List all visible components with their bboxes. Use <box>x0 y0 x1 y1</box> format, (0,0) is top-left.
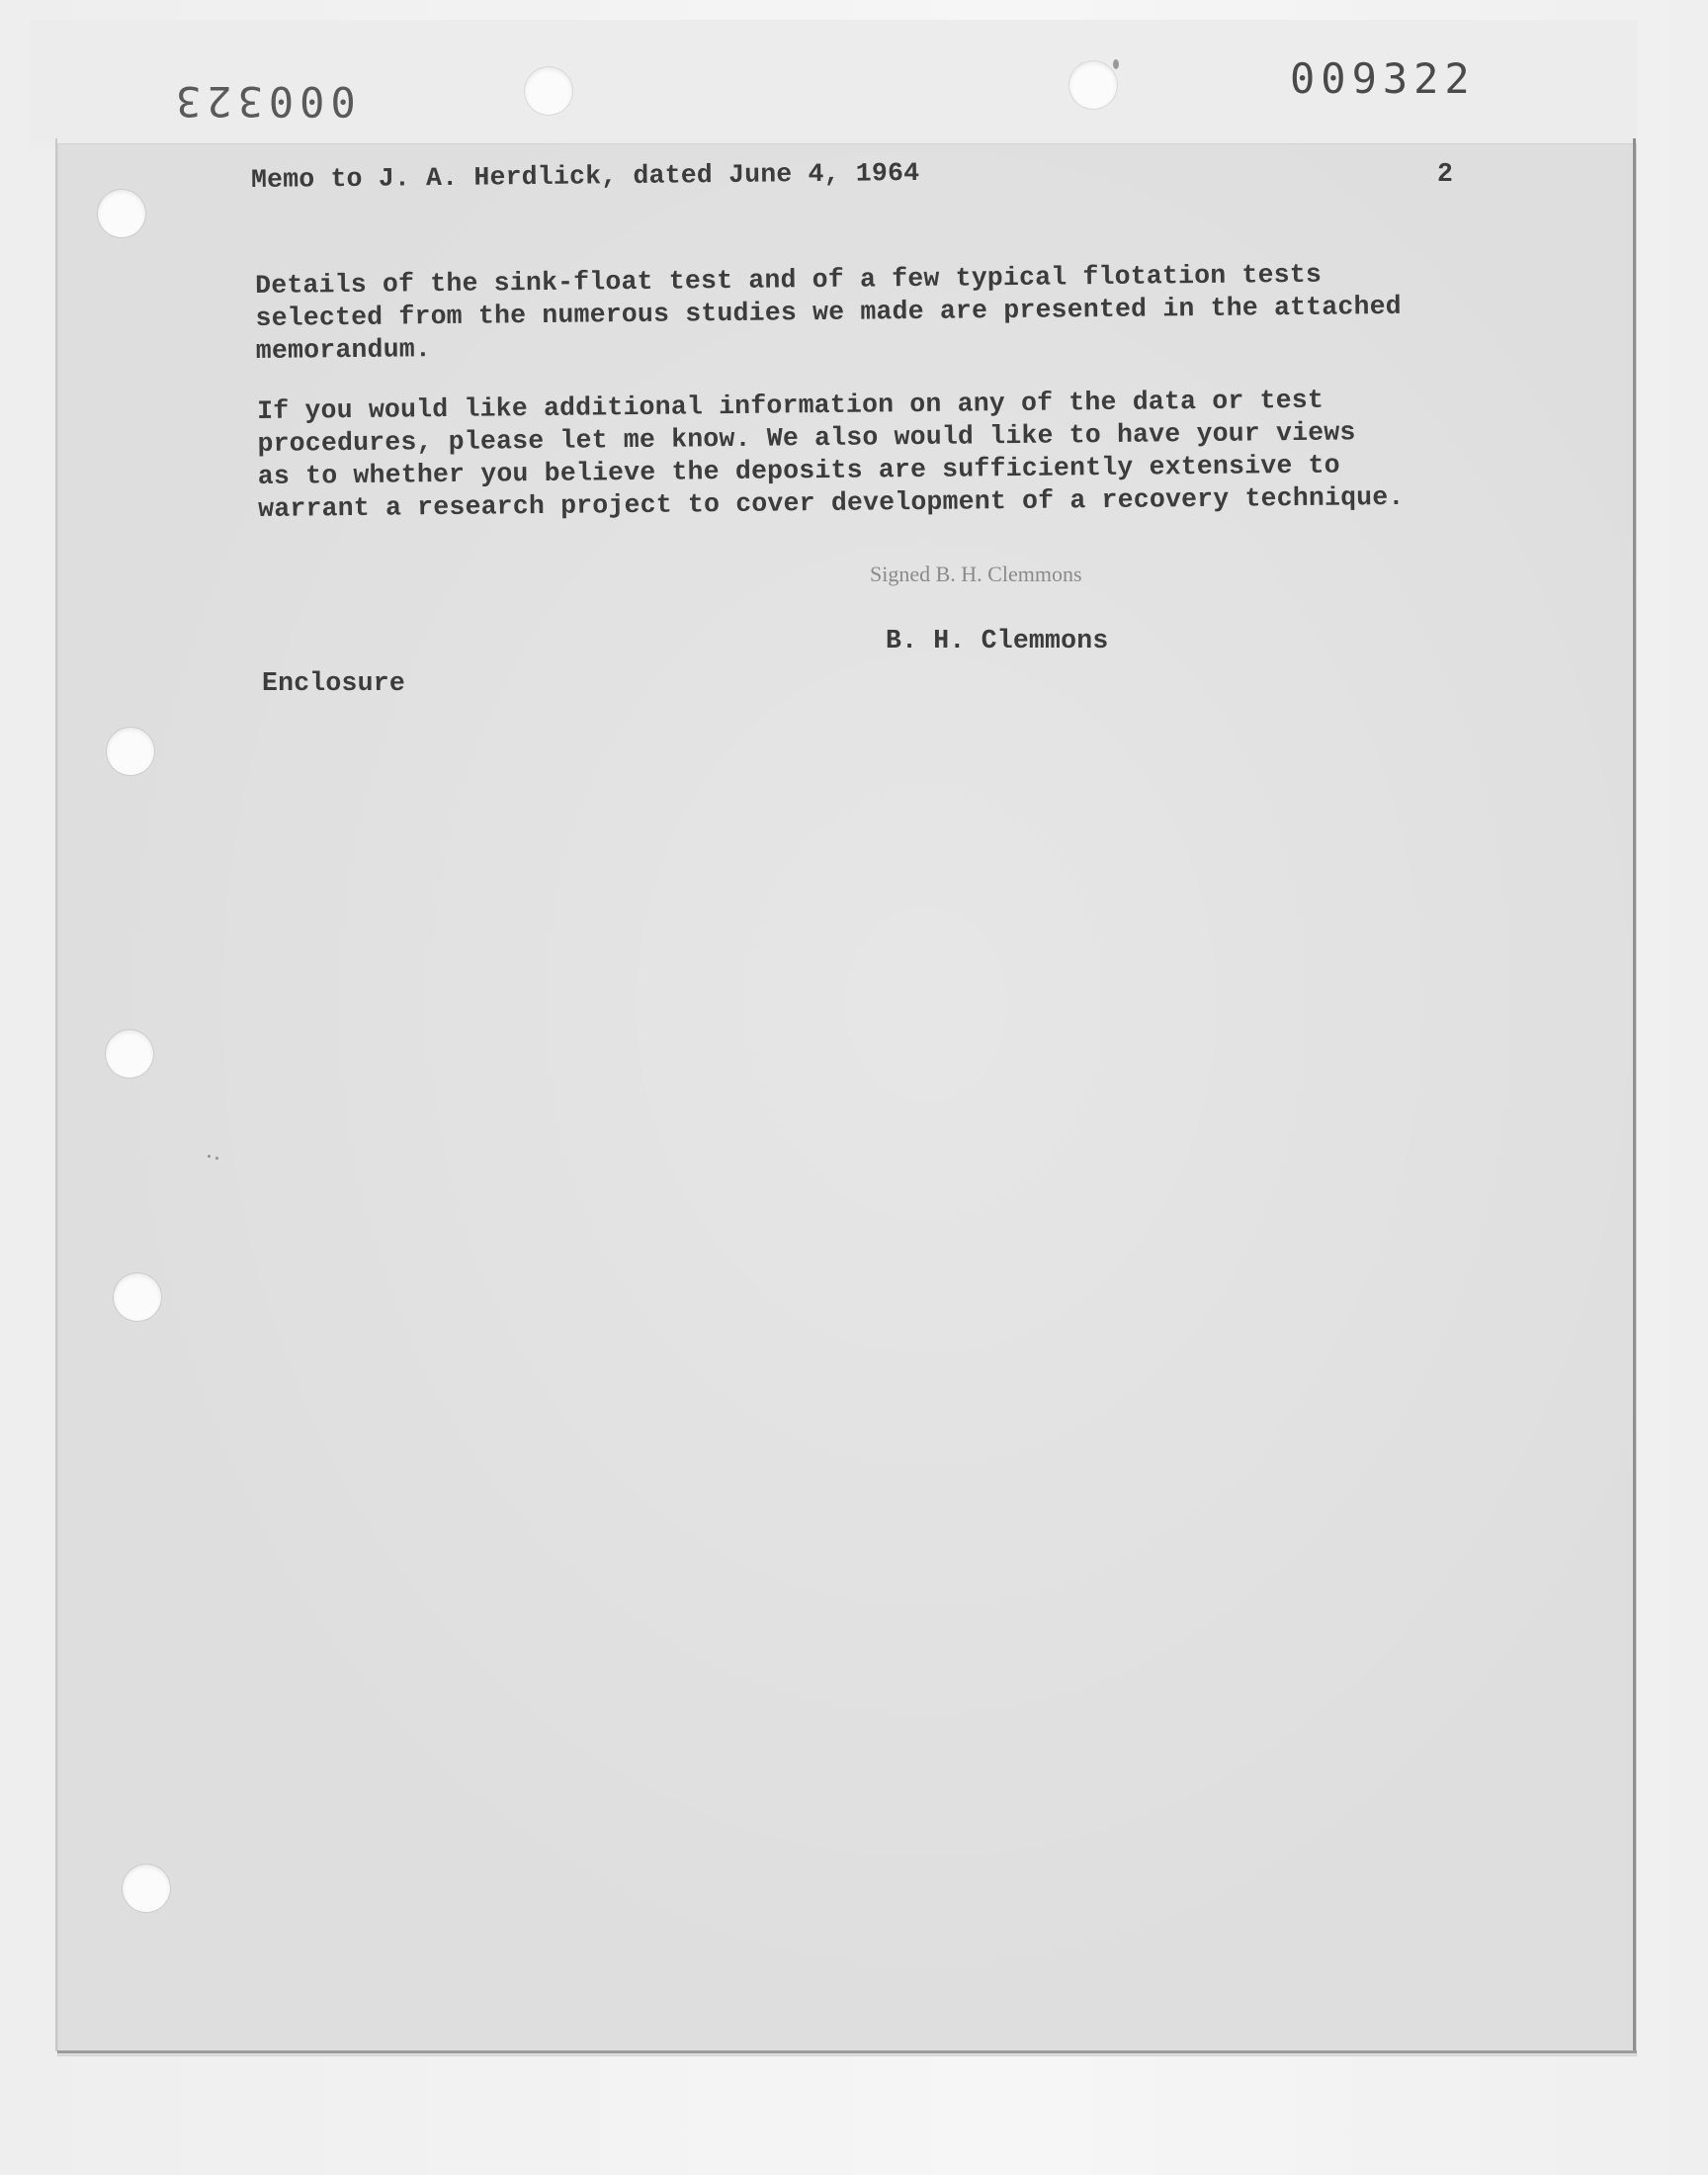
punch-hole <box>106 1030 153 1078</box>
punch-hole <box>525 67 572 115</box>
ink-speck <box>208 1155 211 1158</box>
page-number: 2 <box>1437 159 1454 189</box>
ink-speck <box>215 1157 218 1160</box>
page-right-edge <box>1633 138 1636 2051</box>
text-line: warrant a research project to cover development of a recovery technique. <box>258 481 1405 524</box>
text-line: selected from the numerous studies we made are presented in the attached <box>255 291 1402 333</box>
punch-hole <box>98 190 145 237</box>
file-number-stamp: 009322 <box>1290 54 1476 103</box>
body-paragraph <box>257 384 1405 526</box>
memo-heading: Memo to J. A. Herdlick, dated June 4, 1964 <box>250 157 920 195</box>
text-line: procedures, please let me know. We also would like to have your views <box>257 417 1356 459</box>
text-line: Details of the sink-float test and of a few typical flotation tests <box>255 259 1323 301</box>
text-line: as to whether you believe the deposits are sufficiently extensive to <box>257 450 1340 491</box>
signature-name: B. H. Clemmons <box>886 626 1109 655</box>
text-line: memorandum. <box>255 334 432 366</box>
punch-hole <box>123 1865 170 1912</box>
punch-hole <box>1069 61 1117 109</box>
enclosure-label: Enclosure <box>262 668 405 698</box>
punch-hole <box>114 1273 161 1321</box>
text-line: If you would like additional information on any of the data or test <box>257 385 1324 426</box>
ink-speck <box>1113 59 1119 69</box>
punch-hole <box>107 728 154 775</box>
page-bottom-edge <box>57 2050 1637 2053</box>
body-paragraph <box>255 258 1402 368</box>
file-number-stamp-upside-down: 000323 <box>170 77 356 126</box>
signed-annotation: Signed B. H. Clemmons <box>870 562 1082 586</box>
page-left-edge <box>55 138 57 2051</box>
